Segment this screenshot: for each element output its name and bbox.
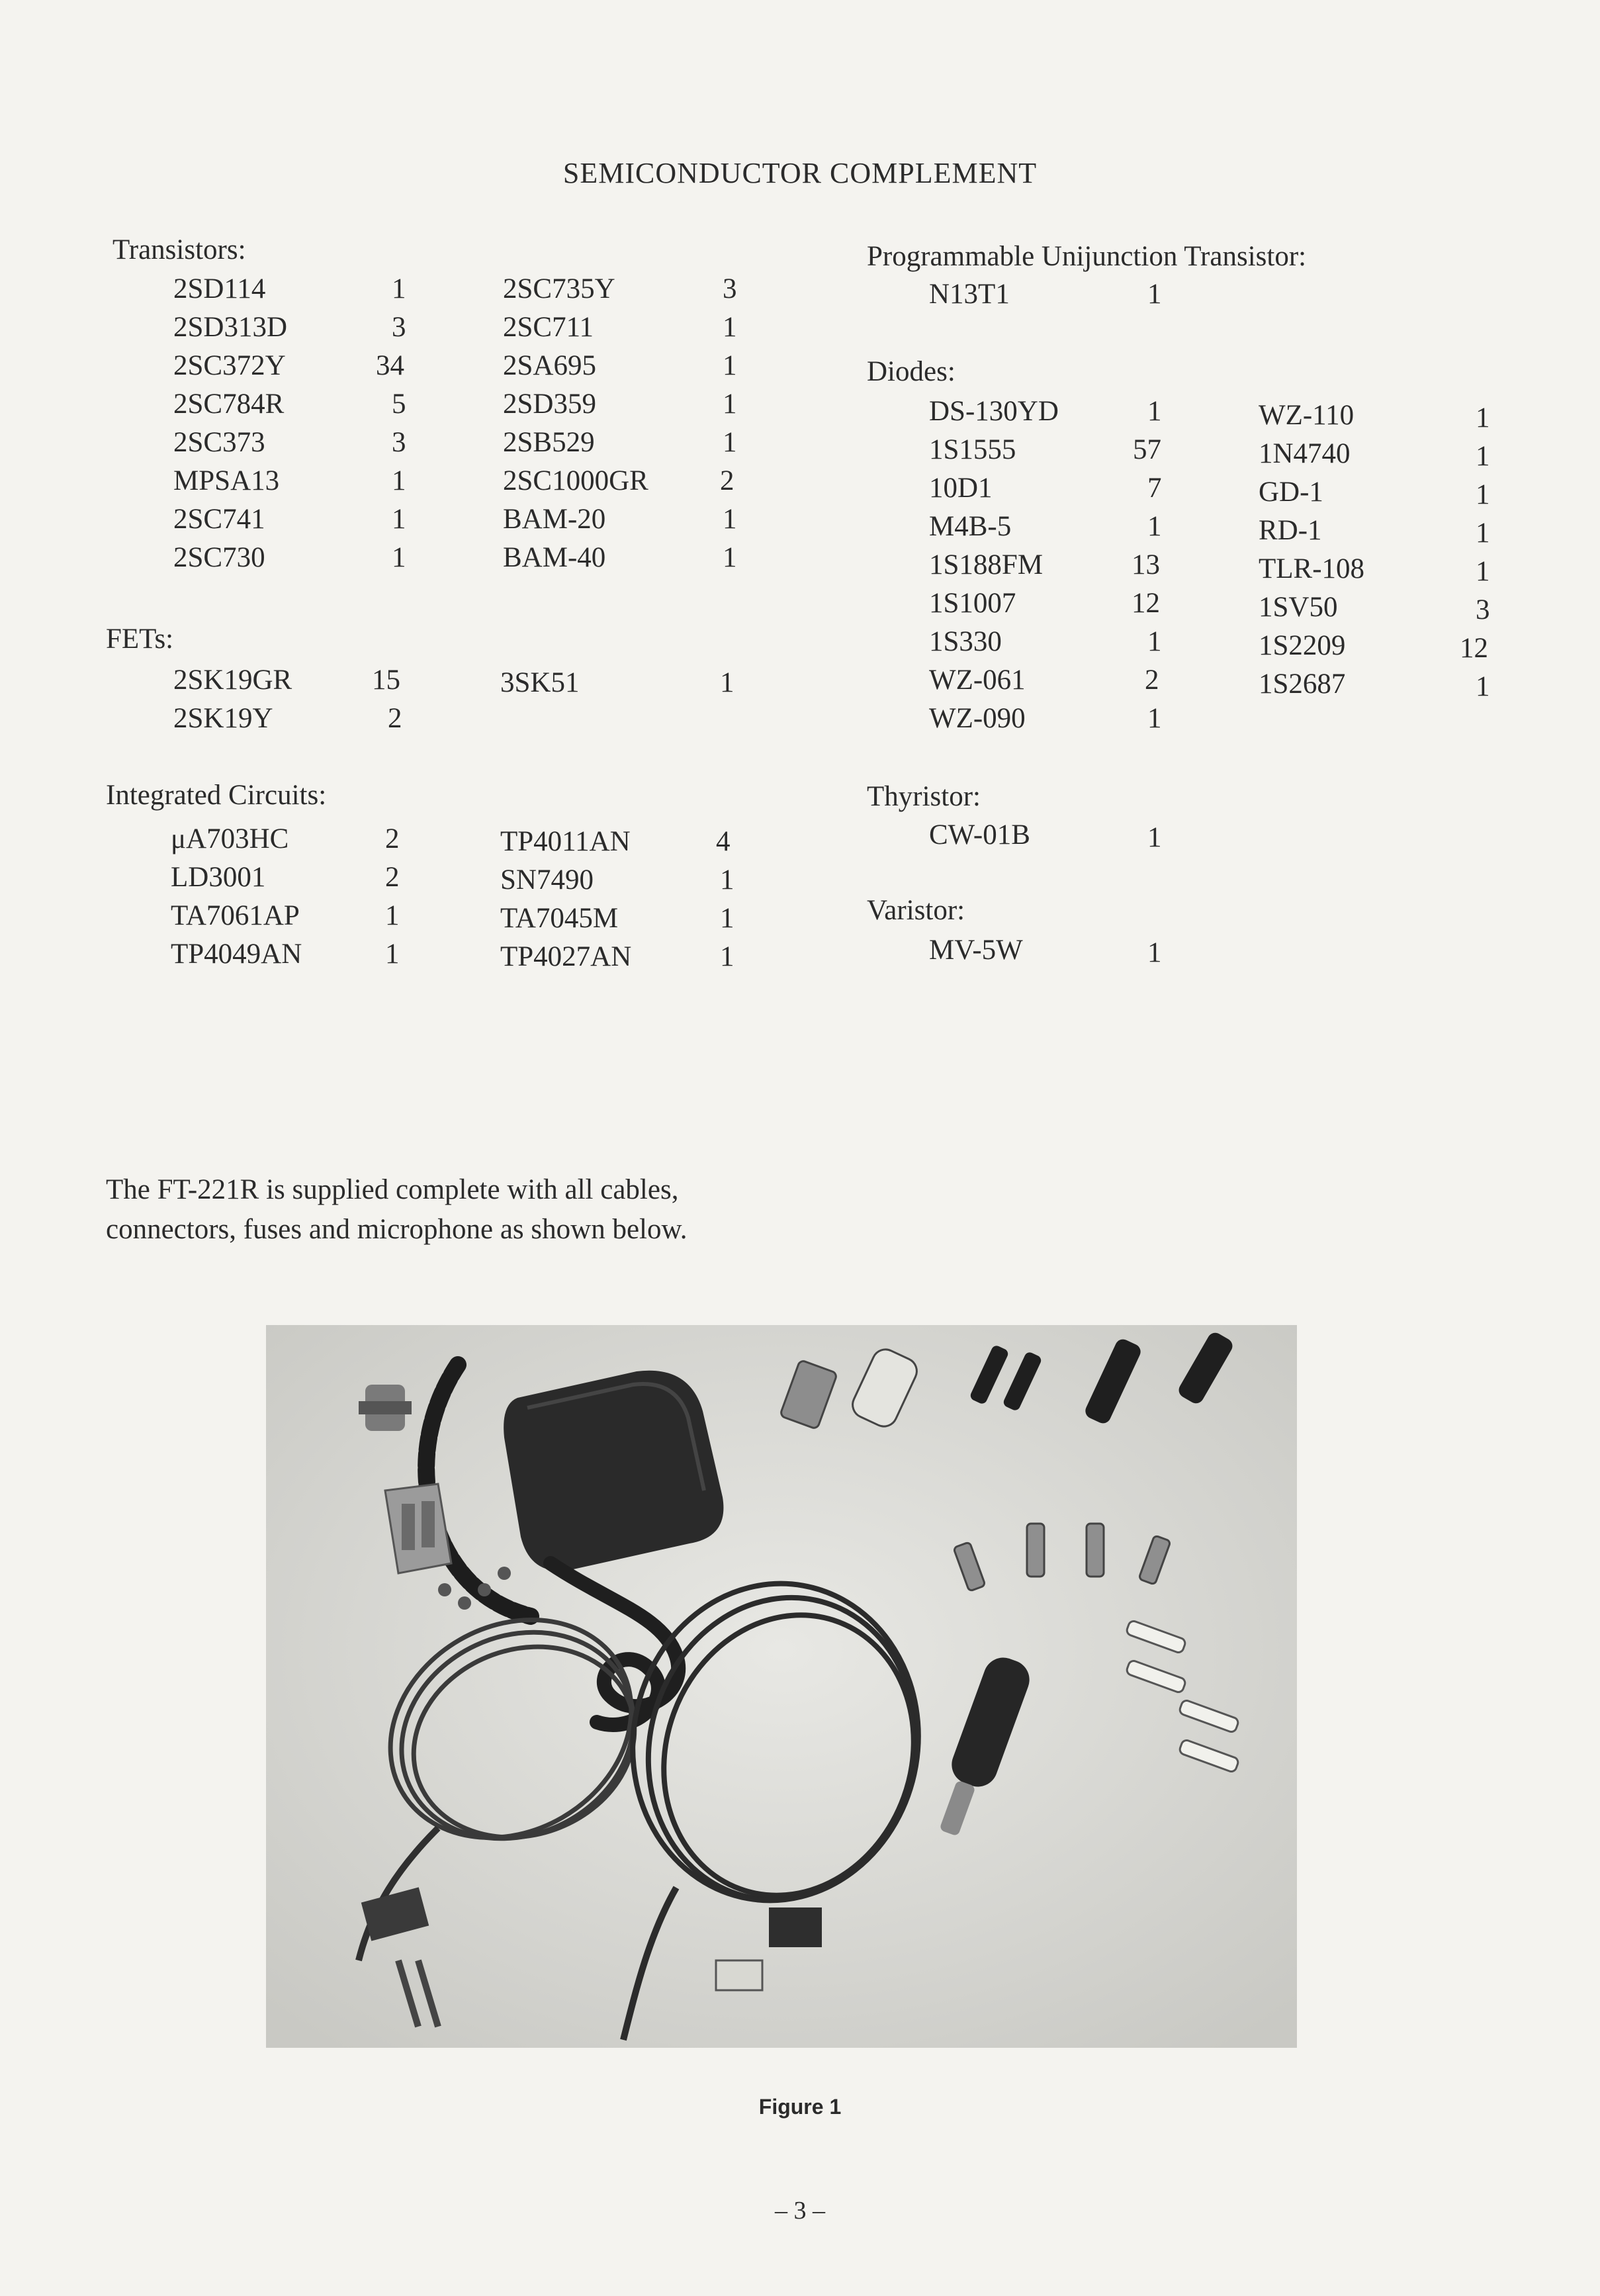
part-qty: 1 <box>723 542 737 573</box>
section-heading-put: Programmable Unijunction Transistor: <box>867 241 1307 272</box>
part-qty: 4 <box>716 826 731 857</box>
part-name: TA7045M <box>500 903 619 934</box>
part-qty: 1 <box>1147 279 1162 310</box>
part-qty: 1 <box>723 350 737 381</box>
part-qty: 1 <box>1476 671 1490 702</box>
part-qty: 3 <box>723 273 737 304</box>
part-name: 2SC735Y <box>503 273 615 304</box>
part-qty: 2 <box>385 862 400 893</box>
part-name: 2SK19Y <box>173 703 273 734</box>
part-name: TP4011AN <box>500 826 631 857</box>
part-name: TP4049AN <box>171 939 302 970</box>
part-name: 2SD359 <box>503 389 596 420</box>
part-name: 1S1555 <box>929 434 1016 465</box>
part-qty: 3 <box>392 312 406 343</box>
part-qty: 1 <box>1147 822 1162 853</box>
part-name: 2SC1000GR <box>503 465 648 496</box>
section-heading-thyristor: Thyristor: <box>867 781 981 812</box>
part-qty: 1 <box>720 864 734 895</box>
part-name: WZ-061 <box>929 665 1026 696</box>
part-qty: 13 <box>1132 549 1160 580</box>
part-qty: 1 <box>392 504 406 535</box>
part-qty: 2 <box>385 823 400 854</box>
part-qty: 2 <box>720 465 734 496</box>
part-qty: 1 <box>720 667 734 698</box>
part-name: 2SA695 <box>503 350 596 381</box>
part-name: N13T1 <box>929 279 1010 310</box>
part-name: WZ-090 <box>929 703 1026 734</box>
page-number: – 3 – <box>775 2197 825 2225</box>
part-qty: 2 <box>1145 665 1159 696</box>
part-qty: 15 <box>372 665 400 696</box>
part-name: SN7490 <box>500 864 594 895</box>
part-name: 1SV50 <box>1259 592 1338 623</box>
part-name: 2SC784R <box>173 389 285 420</box>
part-name: 2SD313D <box>173 312 288 343</box>
part-qty: 57 <box>1133 434 1161 465</box>
part-qty: 5 <box>392 389 406 420</box>
part-name: 2SC711 <box>503 312 594 343</box>
part-qty: 1 <box>1476 479 1490 510</box>
part-name: 2SB529 <box>503 427 595 458</box>
part-name: MV-5W <box>929 935 1023 966</box>
part-qty: 12 <box>1460 633 1488 664</box>
part-name: 2SC741 <box>173 504 265 535</box>
part-name: 1S330 <box>929 626 1002 657</box>
part-qty: 1 <box>1476 441 1490 472</box>
part-name: LD3001 <box>171 862 266 893</box>
part-qty: 1 <box>385 900 400 931</box>
part-name: DS-130YD <box>929 396 1059 427</box>
part-qty: 34 <box>376 350 404 381</box>
part-qty: 1 <box>1147 626 1162 657</box>
part-qty: 3 <box>392 427 406 458</box>
part-name: TLR-108 <box>1259 553 1365 584</box>
part-qty: 2 <box>388 703 402 734</box>
part-qty: 1 <box>385 939 400 970</box>
part-qty: 1 <box>723 312 737 343</box>
part-qty: 1 <box>720 941 734 972</box>
part-name: 2SC730 <box>173 542 265 573</box>
part-qty: 1 <box>723 427 737 458</box>
section-heading-varistor: Varistor: <box>867 895 965 926</box>
part-qty: 1 <box>720 903 734 934</box>
part-name: M4B-5 <box>929 511 1012 542</box>
part-name: RD-1 <box>1259 515 1322 546</box>
section-heading-transistors: Transistors: <box>112 234 246 265</box>
part-qty: 1 <box>1476 518 1490 549</box>
part-qty: 1 <box>392 465 406 496</box>
part-name: 10D1 <box>929 473 993 504</box>
part-name: 1S188FM <box>929 549 1044 580</box>
part-name: BAM-20 <box>503 504 606 535</box>
part-qty: 1 <box>1147 937 1162 968</box>
part-name: GD-1 <box>1259 477 1323 508</box>
part-name: 2SK19GR <box>173 665 292 696</box>
figure-caption: Figure 1 <box>758 2095 842 2119</box>
part-name: 2SC373 <box>173 427 265 458</box>
part-name: TP4027AN <box>500 941 632 972</box>
part-name: 2SD114 <box>173 273 266 304</box>
part-qty: 1 <box>1476 402 1490 434</box>
part-qty: 1 <box>723 389 737 420</box>
page-title: SEMICONDUCTOR COMPLEMENT <box>562 157 1038 189</box>
part-name: MPSA13 <box>173 465 280 496</box>
part-qty: 1 <box>1147 703 1162 734</box>
microphone-icon <box>504 1371 723 1571</box>
part-qty: 1 <box>1476 556 1490 587</box>
part-name: 3SK51 <box>500 667 580 698</box>
part-qty: 3 <box>1476 594 1490 625</box>
section-heading-ics: Integrated Circuits: <box>106 780 327 811</box>
part-name: CW-01B <box>929 819 1030 850</box>
part-name: 1S2209 <box>1259 630 1346 661</box>
part-name: BAM-40 <box>503 542 606 573</box>
part-name: TA7061AP <box>171 900 300 931</box>
accessories-photo <box>266 1325 1297 2048</box>
part-qty: 12 <box>1132 588 1160 619</box>
part-qty: 7 <box>1147 473 1162 504</box>
part-name: WZ-110 <box>1259 400 1355 431</box>
part-name: μA703HC <box>171 823 289 854</box>
intro-text-line-2: connectors, fuses and microphone as shown below. <box>106 1214 688 1245</box>
part-qty: 1 <box>1147 396 1162 427</box>
part-name: 1S2687 <box>1259 668 1346 700</box>
part-qty: 1 <box>723 504 737 535</box>
section-heading-fets: FETs: <box>106 623 174 655</box>
part-name: 1N4740 <box>1259 438 1351 469</box>
part-qty: 1 <box>1147 511 1162 542</box>
part-name: 2SC372Y <box>173 350 286 381</box>
part-qty: 1 <box>392 542 406 573</box>
section-heading-diodes: Diodes: <box>867 356 956 387</box>
part-name: 1S1007 <box>929 588 1016 619</box>
intro-text-line-1: The FT-221R is supplied complete with all cables, <box>106 1174 679 1205</box>
part-qty: 1 <box>392 273 406 304</box>
